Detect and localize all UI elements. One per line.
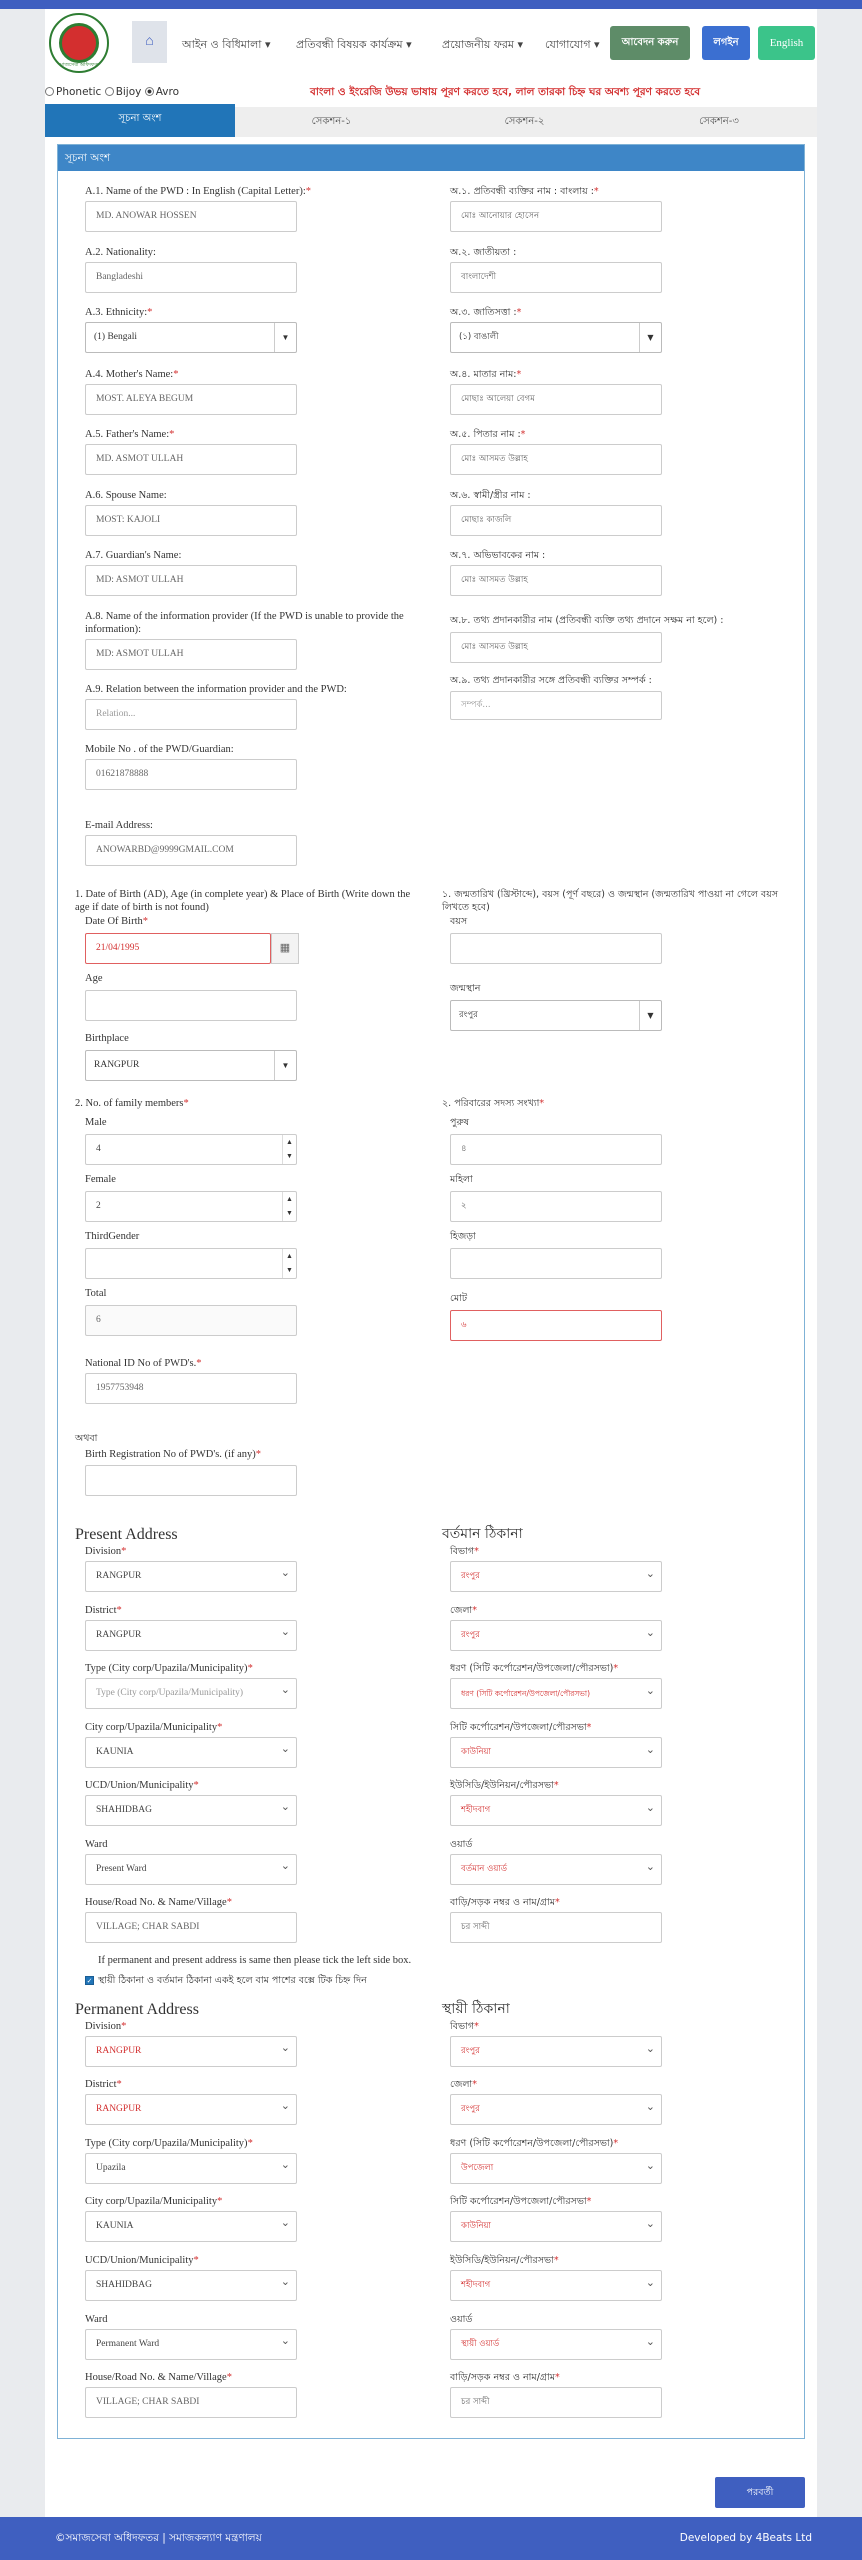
birthplace-bn-select[interactable]: রংপুর ▼ (450, 1000, 662, 1031)
login-button[interactable]: লগইন (702, 26, 750, 60)
present-ucd-bn-select[interactable]: শহীদবাগ ⌄ (450, 1795, 662, 1826)
present-division-label: Division* (85, 1546, 127, 1557)
present-ward-bn-select[interactable]: বর্তমান ওয়ার্ড ⌄ (450, 1854, 662, 1885)
male-label-bn: পুরুষ (450, 1117, 469, 1128)
nav-forms-dropdown[interactable]: প্রয়োজনীয় ফরম ▾ (442, 38, 524, 51)
permanent-ucd-select[interactable]: SHAHIDBAG ⌄ (85, 2270, 297, 2301)
calendar-icon[interactable]: ▦ (271, 933, 299, 964)
present-district-select[interactable]: RANGPUR ⌄ (85, 1620, 297, 1651)
present-city-label-bn: সিটি কর্পোরেশন/উপজেলা/পৌরসভা* (450, 1722, 592, 1733)
dob-label: Date Of Birth* (85, 916, 148, 927)
tab-introduction[interactable]: সূচনা অংশ (45, 104, 235, 137)
keyboard-layout-selector (45, 86, 179, 98)
footer (0, 2517, 862, 2560)
permanent-ucd-bn-select[interactable]: শহীদবাগ ⌄ (450, 2270, 662, 2301)
present-division-label-bn: বিভাগ* (450, 1546, 479, 1557)
permanent-type-label: Type (City corp/Upazila/Municipality)* (85, 2138, 253, 2149)
thirdgender-count-bn-input[interactable] (450, 1248, 662, 1279)
permanent-house-bn-input[interactable]: চর সাব্দী (450, 2387, 662, 2418)
permanent-city-label-bn: সিটি কর্পোরেশন/উপজেলা/পৌরসভা* (450, 2196, 592, 2207)
birthplace-select[interactable]: RANGPUR ▼ (85, 1050, 297, 1081)
present-ward-select[interactable]: Present Ward ⌄ (85, 1854, 297, 1885)
age-bn-input[interactable] (450, 933, 662, 964)
thirdgender-count-input[interactable] (85, 1248, 297, 1279)
permanent-district-label: District* (85, 2079, 122, 2090)
present-address-title: Present Address (75, 1526, 178, 1543)
navbar (45, 9, 817, 79)
email-input[interactable]: ANOWARBD@9999GMAIL.COM (85, 835, 297, 866)
a3-label: A.3. Ethnicity:* (85, 307, 153, 318)
permanent-house-label-bn: বাড়ি/সড়ক নম্বর ও নাম/গ্রাম* (450, 2372, 560, 2383)
phonetic-radio[interactable]: Phonetic (45, 86, 101, 98)
page-container (45, 9, 817, 2517)
present-house-label: House/Road No. & Name/Village* (85, 1897, 232, 1908)
present-house-label-bn: বাড়ি/সড়ক নম্বর ও নাম/গ্রাম* (450, 1897, 560, 1908)
nav-law-dropdown[interactable]: আইন ও বিধিমালা ▾ (182, 38, 271, 51)
present-city-bn-select[interactable]: কাউনিয়া ⌄ (450, 1737, 662, 1768)
present-ward-label-bn: ওয়ার্ড (450, 1839, 473, 1850)
permanent-city-label: City corp/Upazila/Municipality* (85, 2196, 223, 2207)
same-address-note-bn: স্থায়ী ঠিকানা ও বর্তমান ঠিকানা একই হলে বাম পাশের বক্সে টিক চিহ্ন দিন (98, 1975, 367, 1986)
permanent-city-select[interactable]: KAUNIA ⌄ (85, 2211, 297, 2242)
permanent-address-title: Permanent Address (75, 2001, 199, 2018)
male-count-bn-input[interactable]: ৪ (450, 1134, 662, 1165)
ethnicity-en-select[interactable]: (1) Bengali ▼ (85, 322, 297, 353)
nationality-en-input[interactable]: Bangladeshi (85, 262, 297, 293)
email-label: E-mail Address: (85, 820, 153, 831)
guardian-name-en-input[interactable]: MD: ASMOT ULLAH (85, 565, 297, 596)
father-name-en-input[interactable]: MD. ASMOT ULLAH (85, 444, 297, 475)
permanent-ward-label: Ward (85, 2314, 108, 2325)
next-button[interactable]: পরবর্তী (715, 2477, 805, 2508)
permanent-ucd-label: UCD/Union/Municipality* (85, 2255, 199, 2266)
family-heading-bn: ২. পরিবারের সদস্য সংখ্যা* (442, 1098, 545, 1109)
a7-label: A.7. Guardian's Name: (85, 550, 182, 561)
apply-button[interactable]: আবেদন করুন (610, 26, 690, 60)
permanent-house-input[interactable]: VILLAGE; CHAR SABDI (85, 2387, 297, 2418)
male-label: Male (85, 1117, 107, 1128)
permanent-division-label: Division* (85, 2021, 127, 2032)
present-ucd-label-bn: ইউসিডি/ইউনিয়ন/পৌরসভা* (450, 1780, 559, 1791)
nav-contact-dropdown[interactable]: যোগাযোগ ▾ (545, 38, 600, 51)
female-count-input[interactable]: 2 ▲ ▼ (85, 1191, 297, 1222)
thirdgender-label: ThirdGender (85, 1231, 140, 1242)
birth-registration-label: Birth Registration No of PWD's. (if any)* (85, 1449, 261, 1460)
form-panel (57, 144, 805, 2439)
a4-label: A.4. Mother's Name:* (85, 369, 179, 380)
top-accent-bar (0, 0, 862, 9)
permanent-ward-bn-select[interactable]: স্থায়ী ওয়ার্ড ⌄ (450, 2329, 662, 2360)
mother-name-en-input[interactable]: MOST. ALEYA BEGUM (85, 384, 297, 415)
permanent-district-select[interactable]: RANGPUR ⌄ (85, 2094, 297, 2125)
section-tabs (45, 107, 817, 137)
age-label-bn: বয়স (450, 916, 468, 927)
present-division-bn-select[interactable]: রংপুর ⌄ (450, 1561, 662, 1592)
permanent-type-bn-select[interactable]: উপজেলা ⌄ (450, 2153, 662, 2184)
permanent-type-label-bn: ধরণ (সিটি কর্পোরেশন/উপজেলা/পৌরসভা)* (450, 2138, 619, 2149)
female-label-bn: মহিলা (450, 1174, 473, 1185)
present-division-select[interactable]: RANGPUR ⌄ (85, 1561, 297, 1592)
permanent-district-label-bn: জেলা* (450, 2079, 477, 2090)
info-provider-bn-input[interactable]: মোঃ আসমত উল্লাহ (450, 632, 662, 663)
female-label: Female (85, 1174, 116, 1185)
same-address-note-en: If permanent and present address is same then please tick the left side box. (98, 1955, 412, 1966)
select-arrow-icon: ▼ (274, 1051, 296, 1080)
spouse-name-en-input[interactable]: MOST: KAJOLI (85, 505, 297, 536)
b6-label: অ.৬. স্বামী/স্ত্রীর নাম : (450, 490, 531, 501)
required-notice: বাংলা ও ইংরেজি উভয় ভাষায় পূরণ করতে হবে, লাল তারকা চিহ্ন ঘর অবশ্য পূরণ করতে হবে (310, 86, 701, 98)
present-ucd-select[interactable]: SHAHIDBAG ⌄ (85, 1795, 297, 1826)
spinner-icon: ▲ ▼ (282, 1192, 296, 1221)
total-count-input: 6 (85, 1305, 297, 1336)
present-house-input[interactable]: VILLAGE; CHAR SABDI (85, 1912, 297, 1943)
permanent-house-label: House/Road No. & Name/Village* (85, 2372, 232, 2383)
family-heading-en: 2. No. of family members* (75, 1098, 189, 1109)
dob-heading-en: 1. Date of Birth (AD), Age (in complete year) & Place of Birth (Write down the age if date of birth is not found) (75, 889, 411, 913)
present-city-label: City corp/Upazila/Municipality* (85, 1722, 223, 1733)
spinner-icon: ▲ ▼ (282, 1249, 296, 1278)
english-language-button[interactable]: English (758, 26, 815, 60)
a2-label: A.2. Nationality: (85, 247, 156, 258)
present-district-label: District* (85, 1605, 122, 1616)
pwd-name-bn-input[interactable]: মোঃ আনোয়ার হোসেন (450, 201, 662, 232)
a9-label: A.9. Relation between the information provider and the PWD: (85, 684, 347, 695)
permanent-district-bn-select[interactable]: রংপুর ⌄ (450, 2094, 662, 2125)
b1-label: অ.১. প্রতিবন্ধী ব্যক্তির নাম : বাংলায় :* (450, 186, 599, 197)
mobile-label: Mobile No . of the PWD/Guardian: (85, 744, 234, 755)
birthplace-label: Birthplace (85, 1033, 129, 1044)
present-district-label-bn: জেলা* (450, 1605, 477, 1616)
or-label: অথবা (75, 1433, 98, 1444)
tab-section-3[interactable]: সেকশন-৩ (699, 116, 739, 127)
present-address-title-bn: বর্তমান ঠিকানা (442, 1526, 523, 1542)
logo-emblem (59, 23, 99, 63)
mobile-input[interactable]: 01621878888 (85, 759, 297, 790)
a5-label: A.5. Father's Name:* (85, 429, 175, 440)
b4-label: অ.৪. মাতার নাম:* (450, 369, 522, 380)
relation-en-input[interactable]: Relation... (85, 699, 297, 730)
male-count-input[interactable]: 4 ▲ ▼ (85, 1134, 297, 1165)
b7-label: অ.৭. অভিভাবকের নাম : (450, 550, 546, 561)
home-icon[interactable]: ⌂ (132, 21, 167, 63)
present-ucd-label: UCD/Union/Municipality* (85, 1780, 199, 1791)
permanent-type-select[interactable]: Upazila ⌄ (85, 2153, 297, 2184)
date-of-birth-input[interactable]: 21/04/1995 (85, 933, 271, 964)
permanent-address-title-bn: স্থায়ী ঠিকানা (442, 2001, 510, 2017)
tab-section-1[interactable]: সেকশন-১ (311, 116, 352, 127)
b5-label: অ.৫. পিতার নাম :* (450, 429, 526, 440)
footer-copyright: ©সমাজসেবা অধিদফতর | সমাজকল্যাণ মন্ত্রণালয় (55, 2532, 262, 2544)
same-address-checkbox[interactable]: ✓ (86, 1977, 93, 1985)
select-arrow-icon: ▼ (639, 1001, 661, 1030)
present-type-select[interactable]: Type (City corp/Upazila/Municipality) ⌄ (85, 1678, 297, 1709)
nationality-bn-input[interactable]: বাংলাদেশী (450, 262, 662, 293)
spinner-icon: ▲ ▼ (282, 1135, 296, 1164)
birth-registration-input[interactable] (85, 1465, 297, 1496)
b9-label: অ.৯. তথ্য প্রদানকারীর সঙ্গে প্রতিবন্ধী ব্যক্তির সম্পর্ক : (450, 675, 652, 686)
relation-bn-input[interactable]: সম্পর্ক... (450, 691, 662, 720)
age-input[interactable] (85, 990, 297, 1021)
mother-name-bn-input[interactable]: মোছাঃ আলেয়া বেগম (450, 384, 662, 415)
permanent-city-bn-select[interactable]: কাউনিয়া ⌄ (450, 2211, 662, 2242)
select-arrow-icon: ▼ (274, 323, 296, 352)
a8-label: A.8. Name of the information provider (If the PWD is unable to provide the information): (85, 611, 404, 635)
permanent-division-select[interactable]: RANGPUR ⌄ (85, 2036, 297, 2067)
total-label-bn: মোট (450, 1293, 468, 1304)
present-house-bn-input[interactable]: চর সাব্দী (450, 1912, 662, 1943)
a6-label: A.6. Spouse Name: (85, 490, 167, 501)
father-name-bn-input[interactable]: মোঃ আসমত উল্লাহ (450, 444, 662, 475)
dob-heading-bn: ১. জন্মতারিখ (খ্রিস্টাব্দে), বয়স (পূর্ণ বছরে) ও জন্মস্থান (জন্মতারিখ পাওয়া না গেলে বয়স লিখতে হবে) (442, 889, 779, 913)
present-city-select[interactable]: KAUNIA ⌄ (85, 1737, 297, 1768)
female-count-bn-input[interactable]: ২ (450, 1191, 662, 1222)
nav-disability-programs-dropdown[interactable]: প্রতিবন্ধী বিষয়ক কার্যক্রম ▾ (296, 38, 412, 51)
spouse-name-bn-input[interactable]: মোছাঃ কাজলি (450, 505, 662, 536)
b8-label: অ.৮. তথ্য প্রদানকারীর নাম (প্রতিবন্ধী ব্যক্তি তথ্য প্রদানে সক্ষম না হলে) : (450, 615, 724, 626)
b2-label: অ.২. জাতীয়তা : (450, 247, 517, 258)
permanent-ward-select[interactable]: Permanent Ward ⌄ (85, 2329, 297, 2360)
total-label: Total (85, 1288, 107, 1299)
info-provider-en-input[interactable]: MD: ASMOT ULLAH (85, 639, 297, 670)
b3-label: অ.৩. জাতিসত্তা :* (450, 307, 522, 318)
government-logo[interactable] (49, 13, 109, 73)
birthplace-label-bn: জন্মস্থান (450, 983, 481, 994)
total-count-bn-input: ৬ (450, 1310, 662, 1341)
present-type-bn-select[interactable]: ধরণ (সিটি কর্পোরেশন/উপজেলা/পৌরসভা) ⌄ (450, 1678, 662, 1709)
present-ward-label: Ward (85, 1839, 108, 1850)
present-district-bn-select[interactable]: রংপুর ⌄ (450, 1620, 662, 1651)
bijoy-radio[interactable]: Bijoy (105, 86, 142, 98)
guardian-name-bn-input[interactable]: মোঃ আসমত উল্লাহ (450, 565, 662, 596)
panel-title: সূচনা অংশ (58, 145, 804, 171)
permanent-ward-label-bn: ওয়ার্ড (450, 2314, 473, 2325)
tab-section-2[interactable]: সেকশন-২ (504, 116, 545, 127)
ethnicity-bn-select[interactable]: (১) বাঙালী ▼ (450, 322, 662, 353)
thirdgender-label-bn: হিজড়া (450, 1231, 476, 1242)
age-label: Age (85, 973, 103, 984)
a1-label: A.1. Name of the PWD : In English (Capital Letter):* (85, 186, 311, 197)
select-arrow-icon: ▼ (639, 323, 661, 352)
avro-radio[interactable]: Avro (145, 86, 179, 98)
pwd-name-en-input[interactable]: MD. ANOWAR HOSSEN (85, 201, 297, 232)
permanent-division-bn-select[interactable]: রংপুর ⌄ (450, 2036, 662, 2067)
logo-text: সমাজসেবা অধিদফতর (56, 63, 102, 68)
permanent-division-label-bn: বিভাগ* (450, 2021, 479, 2032)
footer-developer: Developed by 4Beats Ltd (679, 2532, 812, 2544)
present-type-label-bn: ধরণ (সিটি কর্পোরেশন/উপজেলা/পৌরসভা)* (450, 1663, 619, 1674)
nid-label: National ID No of PWD's.* (85, 1358, 202, 1369)
permanent-ucd-label-bn: ইউসিডি/ইউনিয়ন/পৌরসভা* (450, 2255, 559, 2266)
nid-input[interactable]: 1957753948 (85, 1373, 297, 1404)
present-type-label: Type (City corp/Upazila/Municipality)* (85, 1663, 253, 1674)
